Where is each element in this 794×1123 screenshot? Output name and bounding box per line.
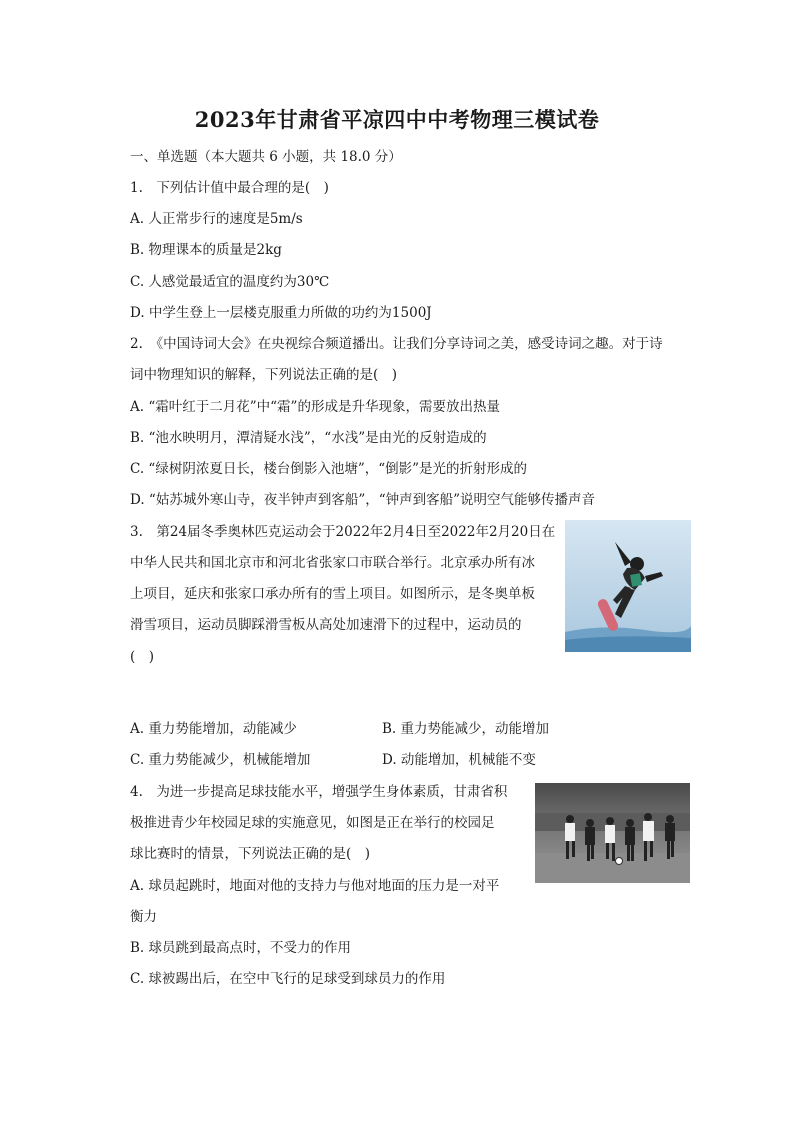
q2-option-a: A. “霜叶红于二月花”中“霜”的形成是升华现象，需要放出热量: [130, 399, 500, 415]
q2-option-d: D. “姑苏城外寒山寺，夜半钟声到客船”，“钟声到客船”说明空气能够传播声音: [130, 492, 596, 508]
soccer-photo: [535, 783, 690, 883]
q2-option-b: B. “池水映明月，潭清疑水浅”，“水浅”是由光的反射造成的: [130, 430, 487, 446]
q3-line2: 中华人民共和国北京市和河北省张家口市联合举行。北京承办所有冰: [130, 555, 535, 571]
q3-line4: 滑雪项目，运动员脚踩滑雪板从高处加速滑下的过程中，运动员的: [130, 617, 522, 633]
q1-option-c: C. 人感觉最适宜的温度约为30℃: [130, 274, 330, 290]
q4-line3: 球比赛时的情景，下列说法正确的是( ): [130, 846, 371, 862]
q1-stem: 1. 下列估计值中最合理的是( ): [130, 180, 329, 196]
page-title: 2023年甘肃省平凉四中中考物理三模试卷: [194, 107, 600, 132]
q3-option-c: C. 重力势能减少，机械能增加: [130, 752, 311, 768]
q4-line2: 极推进青少年校园足球的实施意见，如图是正在举行的校园足: [130, 815, 495, 831]
q4-option-a: A. 球员起跳时，地面对他的支持力与他对地面的压力是一对平: [130, 878, 500, 894]
q3-line3: 上项目，延庆和张家口承办所有的雪上项目。如图所示，是冬奥单板: [130, 586, 535, 602]
q3-line1: 3. 第24届冬季奥林匹克运动会于2022年2月4日至2022年2月20日在: [130, 524, 556, 540]
q3-line5: ( ): [130, 649, 155, 665]
q1-option-b: B. 物理课本的质量是2kg: [130, 242, 282, 258]
q3-option-a: A. 重力势能增加，动能减少: [130, 721, 297, 737]
q3-option-d: D. 动能增加，机械能不变: [382, 752, 536, 768]
q2-stem-line1: 2. 《中国诗词大会》在央视综合频道播出。让我们分享诗词之美，感受诗词之趣。对于诗: [130, 336, 663, 352]
q1-option-d: D. 中学生登上一层楼克服重力所做的功约为1500J: [130, 305, 432, 321]
q4-option-a-cont: 衡力: [130, 909, 157, 925]
section-heading: 一、单选题（本大题共 6 小题，共 18.0 分）: [130, 149, 402, 165]
q4-option-c: C. 球被踢出后，在空中飞行的足球受到球员力的作用: [130, 971, 446, 987]
q1-option-a: A. 人正常步行的速度是5m/s: [130, 211, 303, 227]
q3-option-b: B. 重力势能减少，动能增加: [382, 721, 550, 737]
q4-line1: 4. 为进一步提高足球技能水平，增强学生身体素质，甘肃省积: [130, 784, 508, 800]
snowboarder-photo: [565, 520, 691, 652]
q2-option-c: C. “绿树阴浓夏日长，楼台倒影入池塘”，“倒影”是光的折射形成的: [130, 461, 528, 477]
q2-stem-line2: 词中物理知识的解释，下列说法正确的是( ): [130, 367, 398, 383]
q4-option-b: B. 球员跳到最高点时，不受力的作用: [130, 940, 352, 956]
